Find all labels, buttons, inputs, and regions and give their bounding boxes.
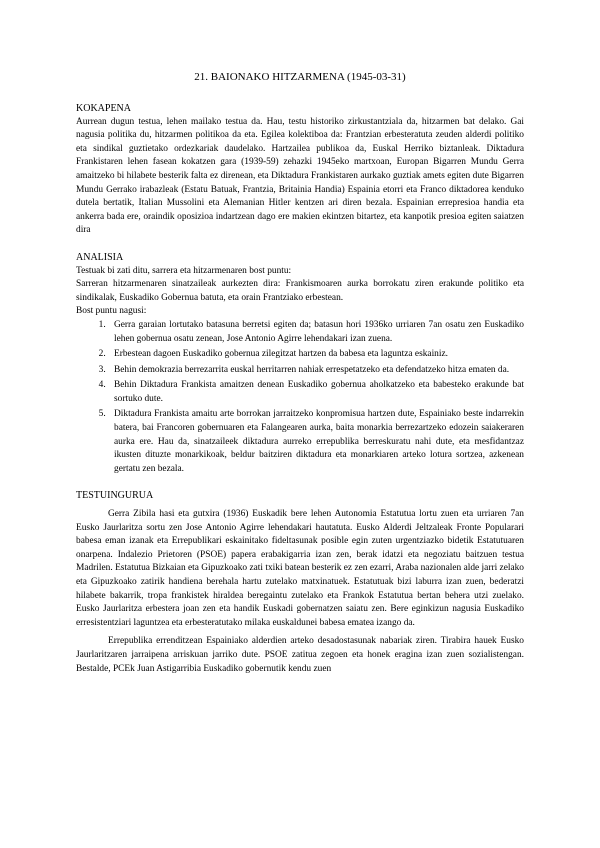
list-item: 3. Behin demokrazia berrezarrita euskal herritarren nahiak errespetatzeko eta defendatzeko hitza ematen da. — [108, 364, 524, 378]
kokapena-text: Aurrean dugun testua, lehen mailako testua da. Hau, testu historiko zirkustantziala da, hitzarmen bat delako. Gai nagusia politika du, hitzarmen politikoa da eta. Egilea kolektiboa da: Frantzian erbesteratuta zeuden alderdi politiko eta sindikal guztietako ordezkariak daudelako. Hartzailea publikoa da, Euskal Herriko biztanleak. Diktadura Frankistaren lehen fasean kokatzen gara (1939-59) zehazki 1945eko martxoan, Europan Bigarren Mundu Gerra amaitzeko bi hilabete besterik falta ez direnean, eta Diktadura Frankistaren aurkako guztiak amets egiten dute Bigarren Mundu Gerrako irabazleak (Estatu Batuak, Frantzia, Britainia Handia) Espainia etorri eta Franco diktadorea kenduko dutela bertatik, Italian Mussolini eta Alemanian Hitler kentzen ari diren bezala. Espainian errepresioa handia eta ankerra bada ere, oraindik oposizioa indartzean dago ere makien ekintzen bitartez, eta kanpotik presioa egiten saiatzen dira — [76, 116, 524, 236]
testuingurua-heading: TESTUINGURUA — [76, 490, 154, 502]
list-item: 4. Behin Diktadura Frankista amaitzen denean Euskadiko gobernua aholkatzeko eta babesteko erakunde bat sortuko dute. — [108, 379, 524, 406]
points-list — [76, 319, 524, 477]
testuingurua-paragraph-1: Gerra Zibila hasi eta gutxira (1936) Euskadik bere lehen Autonomia Estatutua lortu zuen eta urriaren 7an Eusko Jaurlaritza sortu zen Jose Antonio Agirre lehendakari hautatuta. Eusko Alderdi Jeltzaleak Fronte Popularari babesa eman izanak eta Errepublikari eskainitako fideltasunak posible egin zuten urgentziazko bidetik Estatutuaren onarpena. Indalezio Prietoren (PSOE) papera erabakigarria izan zen, berak idatzi eta negoziatu baitzuen testua Madrilen. Estatutua Bizkaian eta Gipuzkoako zati txiki batean besterik ez zen ezarri, Araba nazionalen alde jarri zelako eta Gipuzkoako zatirik handiena berehala hartu zutelako matxinatuek. Estatutuak bizi laburra izan zuen, bederatzi hilabete bakarrik, tropa frankistek hiraldea beregaintu zutelako eta Frankok Estatutua bertan behera utzi zuelako. Eusko Jaurlaritza erbestera joan zen eta handik Euskadi gobernatzen saiatu zen. Bere eginkizun nagusia Euskadiko erresistentziari laguntzea eta erbesteratutako milaka euskaldunei babesa ematea izango da. — [76, 509, 524, 628]
analisia-intro-1: Testuak bi zati ditu, sarrera eta hitzarmenaren bost puntu: — [76, 265, 292, 276]
analisia-intro-3: Bost puntu nagusi: — [76, 306, 147, 317]
testuingurua-paragraph-2: Errepublika errenditzean Espainiako alderdien arteko desadostasunak nabariak ziren. Tirabira hauek Eusko Jaurlaritzaren jarraipena arriskuan jarriko dute. PSOE zatitua zegoen eta honek eragina izan zuen sozialistengan. Bestalde, PCEk Juan Astigarribia Euskadiko gobernutik kendu zuen — [76, 636, 524, 674]
list-item: 1. Gerra garaian lortutako batasuna berretsi egiten da; batasun hori 1936ko urriaren 7an osatu zen Euskadiko lehen gobernua osatu zenean, Jose Antonio Agirre lehendakari izan zuena. — [108, 319, 524, 346]
document-title: 21. BAIONAKO HITZARMENA (1945-03-31) — [194, 71, 406, 83]
analisia-section — [76, 251, 524, 477]
analisia-intro-2: Sarreran hitzarmenaren sinatzaileak aurkezten dira: Frankismoaren aurka borrokatu ziren erakunde politiko eta sindikalak, Euskadiko Gobernua batuta, eta orain Frantziako erbestean. — [76, 279, 524, 303]
list-item: 5. Diktadura Frankista amaitu arte borrokan jarraitzeko konpromisua hartzen dute, Espainiako beste indarrekin batera, bai Francoren gobernuaren eta Falangearen aurka, baita monarkia berrezartzeko edozein saiakeraren aurka ere. Hau da, sinatzaileek diktadura aurreko errepublika berreskuratu nahi dute, eta mesfidantzaz ikusten dituzte monarkikoak, beldur baitziren diktadura eta monarkiaren arteko lotura sortzea, azkenean gertatu zen bezala. — [108, 408, 524, 476]
document-page — [76, 70, 524, 689]
kokapena-section — [76, 102, 524, 238]
kokapena-heading: KOKAPENA — [76, 103, 131, 114]
analisia-heading: ANALISIA — [76, 251, 124, 263]
list-item: 2. Erbestean dagoen Euskadiko gobernua zilegitzat hartzen da babesa eta laguntza eskainiz. — [108, 348, 524, 362]
testuingurua-section — [76, 489, 524, 676]
